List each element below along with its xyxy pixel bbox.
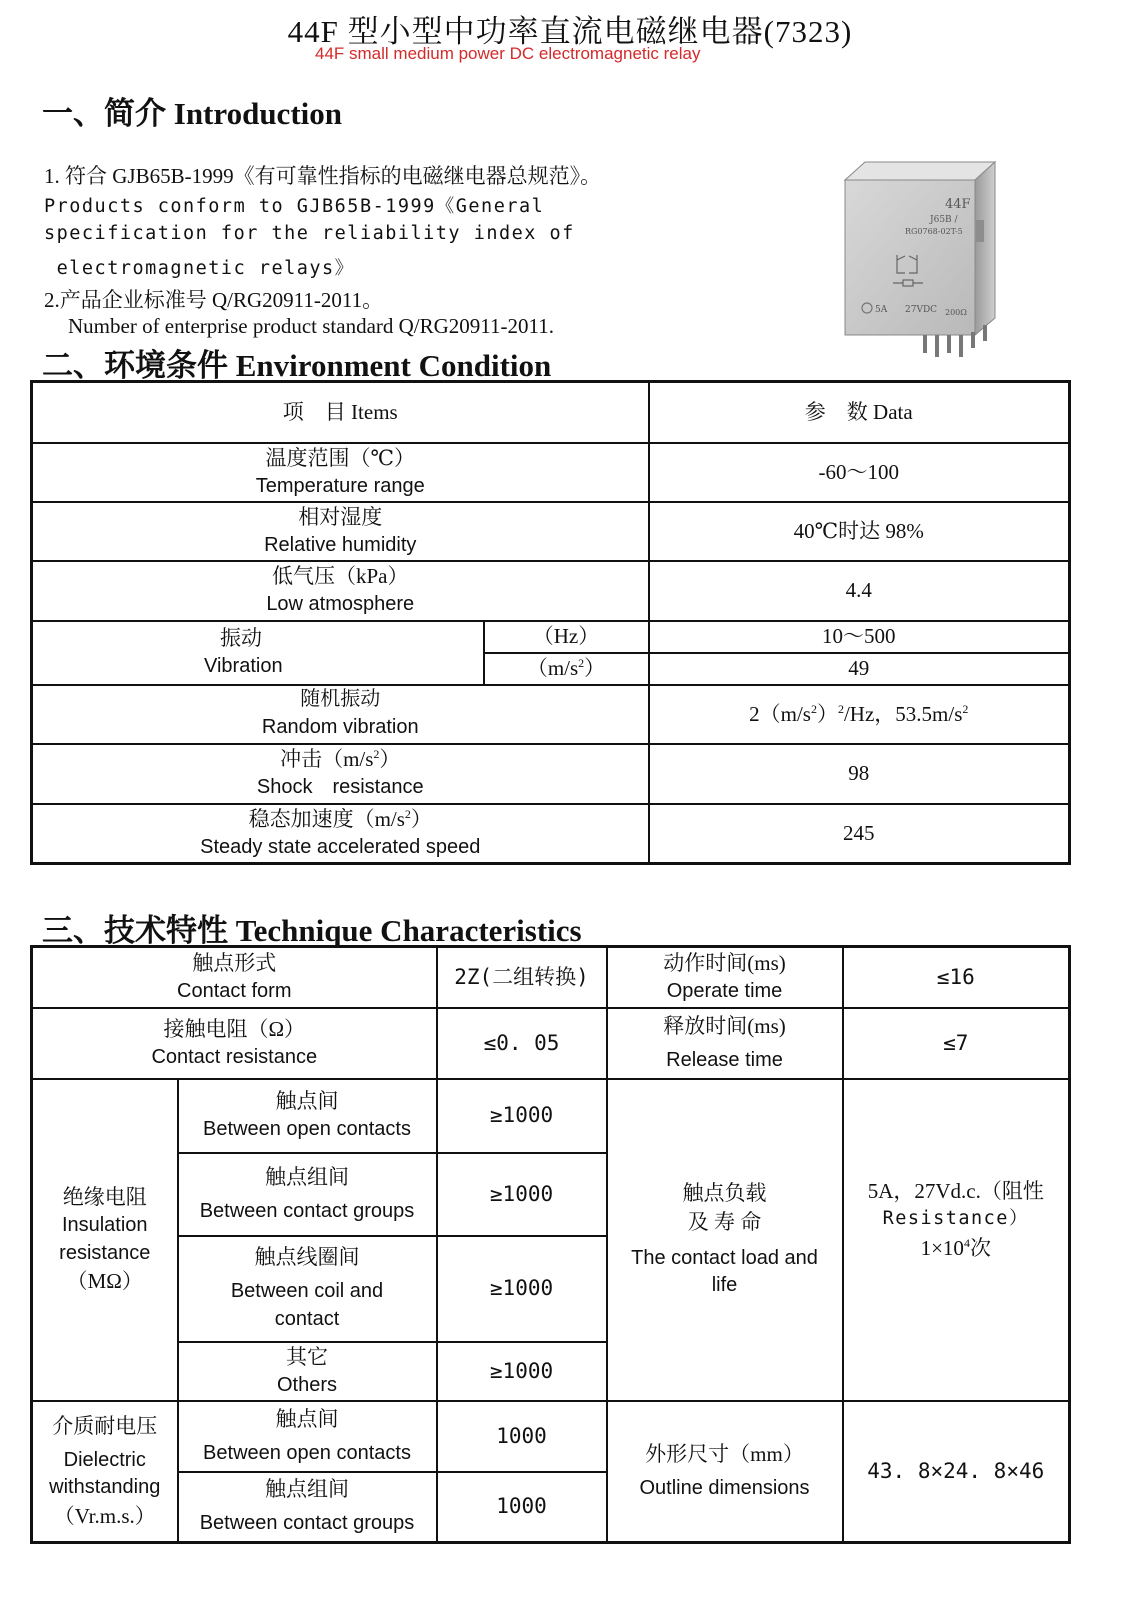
value-cell: 49: [649, 653, 1070, 685]
param-cell: 动作时间(ms) Operate time: [607, 947, 843, 1008]
param-cell: 释放时间(ms) Release time: [607, 1008, 843, 1079]
value-cell: 2Z(二组转换): [437, 947, 607, 1008]
outline-label-cell: 外形尺寸（mm） Outline dimensions: [607, 1401, 843, 1543]
param-cell: 触点线圈间 Between coil and contact: [178, 1236, 437, 1342]
outline-value-cell: 43. 8×24. 8×46: [843, 1401, 1070, 1543]
load-label-cell: 触点负载 及 寿 命 The contact load and life: [607, 1079, 843, 1401]
table-row: [32, 621, 1070, 653]
intro-line-3: specification for the reliability index of: [44, 223, 575, 244]
table-row: [32, 1079, 1070, 1153]
table-row: [32, 804, 1070, 864]
value-cell: 1000: [437, 1401, 607, 1472]
relay-current-label: 5A: [875, 305, 888, 315]
environment-table: [30, 380, 1071, 865]
technique-heading: 三、技术特性 Technique Characteristics: [42, 913, 582, 948]
param-cell: 触点形式 Contact form: [32, 947, 437, 1008]
value-cell: 4.4: [649, 561, 1070, 621]
relay-spec-label: J65B /: [930, 215, 958, 225]
table-row: [32, 1401, 1070, 1472]
param-cell: 冲击$(m/s^2)$ Shock resistance: [32, 744, 649, 804]
intro-line-1: 1. 符合 GJB65B-1999《有可靠性指标的电磁继电器总规范》。: [44, 164, 602, 188]
table-row: [32, 947, 1070, 1008]
value-cell: 1000: [437, 1472, 607, 1543]
param-cell: 触点间 Between open contacts: [178, 1401, 437, 1472]
unit-cell: （Hz）: [484, 621, 649, 653]
value-cell: 245: [649, 804, 1070, 864]
insulation-label-cell: 绝缘电阻 Insulation resistance （MΩ）: [32, 1079, 178, 1401]
param-cell: 其它 Others: [178, 1342, 437, 1401]
value-cell: ≥1000: [437, 1342, 607, 1401]
header-items: 项 目 Items: [32, 382, 649, 443]
value-cell: ≤7: [843, 1008, 1070, 1079]
table-row: [32, 443, 1070, 502]
intro-line-5: 2.产品企业标准号 Q/RG20911-2011。: [44, 288, 384, 312]
intro-line-6: Number of enterprise product standard Q/RG20911-2011.: [68, 314, 554, 338]
relay-resistance-label: 200Ω: [945, 308, 967, 317]
value-cell: ≥1000: [437, 1153, 607, 1236]
table-row: [32, 685, 1070, 744]
value-cell: 40℃时达 98%: [649, 502, 1070, 561]
table-row: [32, 1008, 1070, 1079]
relay-standard-label: RG0768-02T-5: [905, 227, 963, 236]
relay-product-image: [835, 160, 1020, 365]
value-cell: ≥1000: [437, 1079, 607, 1153]
header-data: 参 数 Data: [649, 382, 1070, 443]
param-cell: 触点间 Between open contacts: [178, 1079, 437, 1153]
relay-drawing: [835, 160, 1020, 365]
param-cell: 振动 Vibration: [32, 621, 484, 685]
intro-line-2: Products conform to GJB65B-1999《General: [44, 196, 545, 217]
table-row: [32, 561, 1070, 621]
load-value-cell: 5A，27Vd.c.（阻性 Resistance） $1\times 10^4$次: [843, 1079, 1070, 1401]
environment-heading: 二、环境条件 Environment Condition: [42, 348, 552, 383]
param-cell: 稳态加速度$(m/s^2)$ Steady state accelerated speed: [32, 804, 649, 864]
param-cell: 相对湿度 Relative humidity: [32, 502, 649, 561]
value-cell: 10～500: [649, 621, 1070, 653]
unit-cell: $(m/s^2)$: [484, 653, 649, 685]
table-row: [32, 744, 1070, 804]
param-cell: 接触电阻（Ω） Contact resistance: [32, 1008, 437, 1079]
value-cell: ≥1000: [437, 1236, 607, 1342]
table-row: [32, 502, 1070, 561]
value-cell: ≤16: [843, 947, 1070, 1008]
param-cell: 低气压（kPa） Low atmosphere: [32, 561, 649, 621]
document-title: 44F 型小型中功率直流电磁继电器(7323): [287, 14, 853, 49]
intro-heading: 一、简介 Introduction: [42, 96, 342, 131]
param-cell: 随机振动 Random vibration: [32, 685, 649, 744]
dielectric-label-cell: 介质耐电压 Dielectric withstanding （Vr.m.s.）: [32, 1401, 178, 1543]
relay-model-label: 44F: [945, 197, 971, 212]
document-subtitle: 44F small medium power DC electromagnetic relay: [315, 44, 701, 63]
table-header-row: [32, 382, 1070, 443]
value-cell: $2(m/s^2)^2/Hz$，$53.5m/s^2$: [649, 685, 1070, 744]
value-cell: 98: [649, 744, 1070, 804]
technique-table: [30, 945, 1071, 1544]
param-cell: 温度范围（℃） Temperature range: [32, 443, 649, 502]
value-cell: ≤0. 05: [437, 1008, 607, 1079]
relay-voltage-label: 27VDC: [905, 305, 938, 315]
value-cell: -60～100: [649, 443, 1070, 502]
param-cell: 触点组间 Between contact groups: [178, 1472, 437, 1543]
intro-line-4: electromagnetic relays》: [44, 258, 355, 279]
param-cell: 触点组间 Between contact groups: [178, 1153, 437, 1236]
